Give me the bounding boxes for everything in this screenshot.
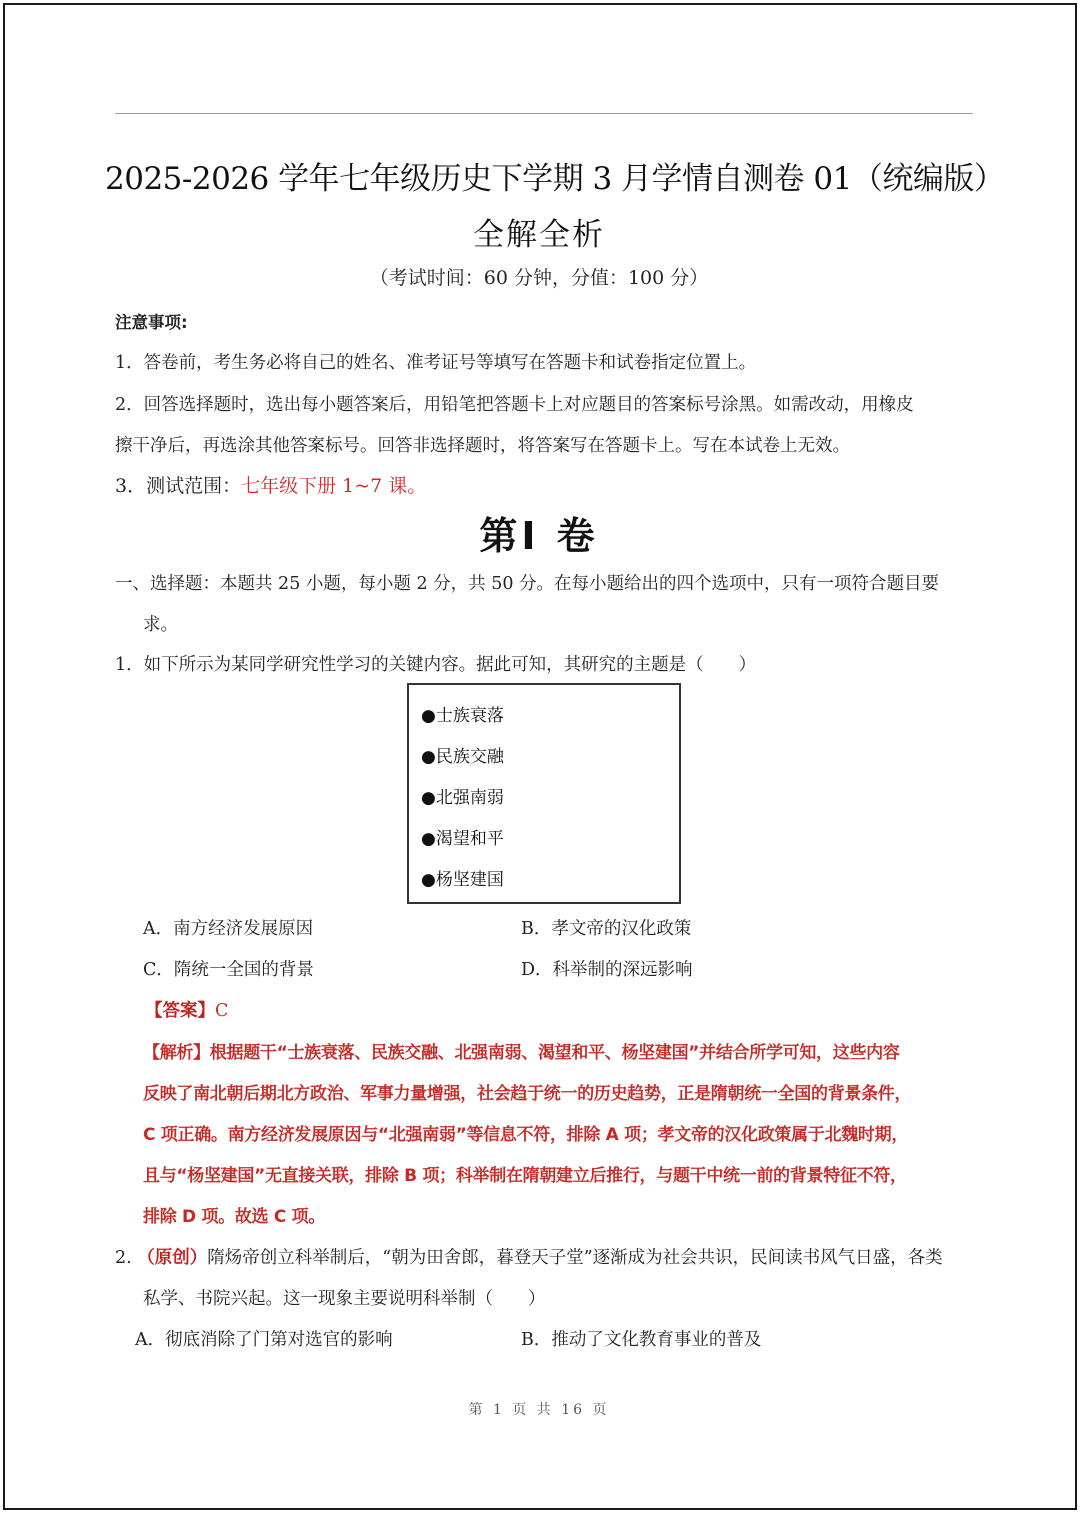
question-2-stem-line-1 — [115, 1244, 943, 1269]
key-content-box — [407, 683, 681, 904]
exam-info: （考试时间：60 分钟，分值：100 分） — [369, 267, 709, 289]
q1-analysis-line: 反映了南北朝后期北方政治、军事力量增强，社会趋于统一的历史趋势，正是隋朝统一全国的背景条件， — [143, 1084, 912, 1104]
document-page — [3, 3, 1077, 1510]
q2-option-b: B．推动了文化教育事业的普及 — [521, 1330, 762, 1350]
document-title: 2025-2026 学年七年级历史下学期 3 月学情自测卷 01（统编版） — [105, 161, 1005, 197]
section-instructions-line-1: 一、选择题：本题共 25 小题，每小题 2 分，共 50 分。在每小题给出的四个选项中，只有一项符合题目要 — [115, 574, 940, 594]
answer-label: 【答案】 — [145, 1001, 215, 1021]
notice-item-2-line-2: 擦干净后，再选涂其他答案标号。回答非选择题时，将答案写在答题卡上。写在本试卷上无效。 — [115, 436, 850, 456]
q1-option-b: B．孝文帝的汉化政策 — [521, 919, 692, 939]
key-item: ●杨坚建国 — [421, 870, 504, 890]
section-instructions-line-2: 求。 — [143, 615, 178, 635]
answer-value: C — [215, 1001, 229, 1021]
q1-analysis-line: 且与“杨坚建国”无直接关联，排除 B 项；科举制在隋朝建立后推行，与题干中统一前的背景特征不符， — [143, 1166, 907, 1186]
document-subtitle: 全解全析 — [473, 217, 605, 253]
q1-option-d: D．科举制的深远影响 — [521, 960, 693, 980]
key-item: ●北强南弱 — [421, 788, 504, 808]
q1-answer — [145, 997, 228, 1022]
key-item: ●士族衰落 — [421, 706, 504, 726]
volume-title: 第Ⅰ 卷 — [479, 514, 599, 558]
question-2-stem-line-2: 私学、书院兴起。这一现象主要说明科举制（ ） — [143, 1289, 546, 1309]
key-item: ●渴望和平 — [421, 829, 504, 849]
q2-stem-text: 隋炀帝创立科举制后，“朝为田舍郎，暮登天子堂”逐渐成为社会共识，民间读书风气日盛，各类 — [207, 1248, 943, 1268]
q2-number: 2. — [115, 1248, 132, 1268]
q1-analysis-line: 【解析】根据题干“士族衰落、民族交融、北强南弱、渴望和平、杨坚建国”并结合所学可知，这些内容 — [143, 1043, 900, 1063]
q2-original-tag: （原创） — [137, 1248, 208, 1268]
notice-heading: 注意事项: — [115, 313, 188, 332]
q1-option-a: A．南方经济发展原因 — [143, 919, 314, 939]
notice-item-2-line-1: 2．回答选择题时，选出每小题答案后，用铅笔把答题卡上对应题目的答案标号涂黑。如需改动，用橡皮 — [115, 395, 914, 415]
test-scope-label: 3．测试范围： — [115, 475, 242, 497]
q1-analysis-line: 排除 D 项。故选 C 项。 — [143, 1207, 326, 1227]
q2-option-a: A．彻底消除了门第对选官的影响 — [135, 1330, 393, 1350]
page-footer: 第 1 页 共 16 页 — [468, 1402, 610, 1418]
q1-analysis-line: C 项正确。南方经济发展原因与“北强南弱”等信息不符，排除 A 项；孝文帝的汉化政策属于北魏时期， — [143, 1125, 909, 1145]
key-item: ●民族交融 — [421, 747, 504, 767]
notice-item-3 — [115, 471, 426, 498]
q1-option-c: C．隋统一全国的背景 — [143, 960, 314, 980]
header-divider — [115, 113, 973, 114]
test-scope-value: 七年级下册 1~7 课。 — [241, 475, 427, 497]
notice-item-1: 1．答卷前，考生务必将自己的姓名、准考证号等填写在答题卡和试卷指定位置上。 — [115, 353, 757, 373]
question-1-stem: 1．如下所示为某同学研究性学习的关键内容。据此可知，其研究的主题是（ ） — [115, 655, 757, 675]
